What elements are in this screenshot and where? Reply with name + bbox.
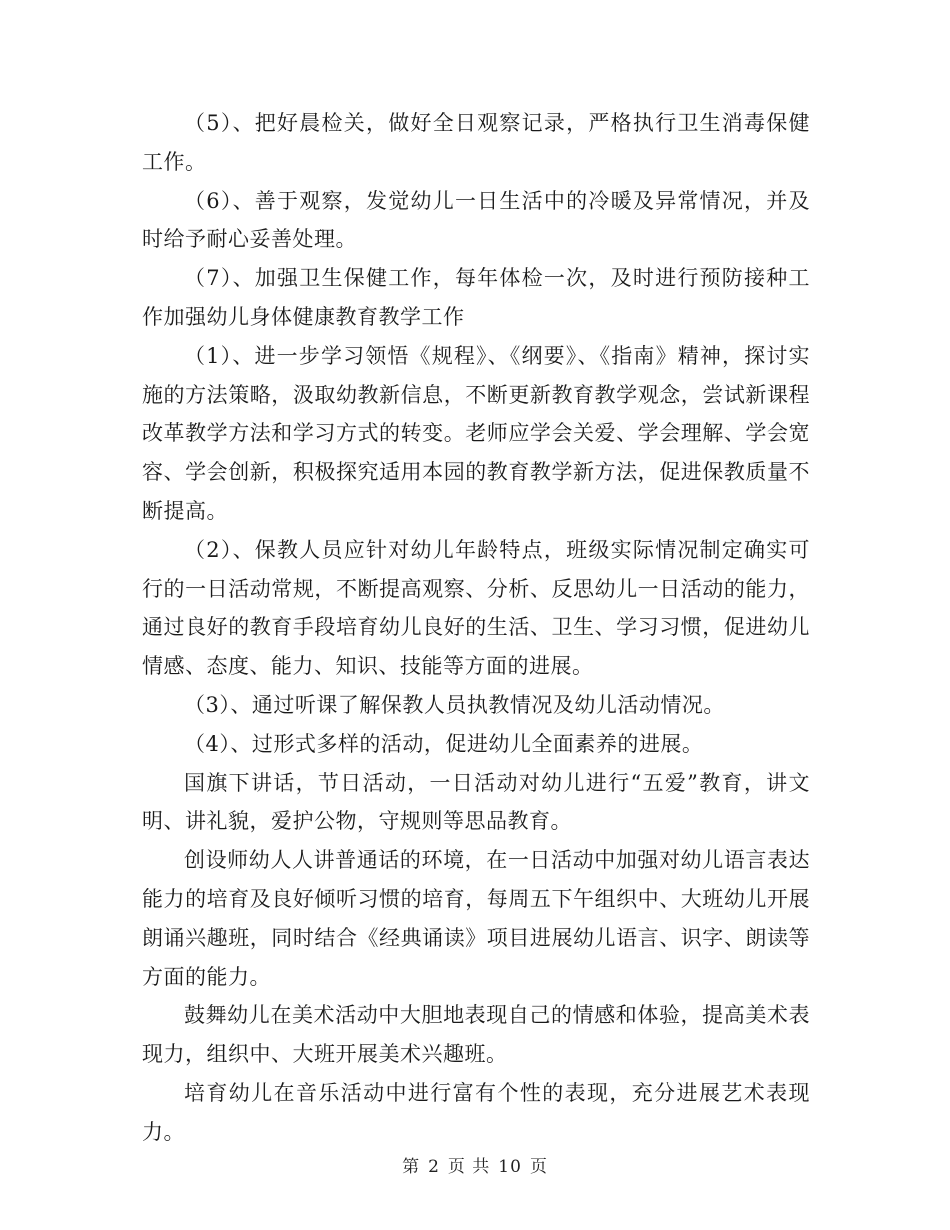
document-body — [142, 104, 810, 1152]
footer-middle: 页 共 — [447, 1157, 491, 1177]
page-number-footer — [0, 1152, 950, 1177]
footer-page-number: 2 — [428, 1157, 440, 1177]
footer-prefix: 第 — [402, 1157, 421, 1177]
paragraph-moral-education: 国旗下讲话，节日活动，一日活动对幼儿进行“五爱”教育，讲文明、讲礼貌，爱护公物，守规则等思品教育。 — [142, 770, 810, 834]
paragraph-teaching-3: （3）、通过听课了解保教人员执教情况及幼儿活动情况。 — [184, 692, 725, 717]
paragraph-art-education: 鼓舞幼儿在美术活动中大胆地表现自己的情感和体验，提高美术表现力，组织中、大班开展美术兴趣班。 — [142, 1003, 810, 1067]
paragraph-teaching-4: （4）、过形式多样的活动，促进幼儿全面素养的进展。 — [184, 731, 704, 756]
footer-suffix: 页 — [529, 1157, 548, 1177]
paragraph-music-education: 培育幼儿在音乐活动中进行富有个性的表现，充分进展艺术表现力。 — [142, 1080, 810, 1144]
paragraph-teaching-2: （2）、保教人员应针对幼儿年龄特点，班级实际情况制定确实可行的一日活动常规，不断提高观察、分析、反思幼儿一日活动的能力，通过良好的教育手段培育幼儿良好的生活、卫生、学习习惯，促进幼儿情感、态度、能力、知识、技能等方面的进展。 — [142, 537, 810, 679]
paragraph-item-5: （5）、把好晨检关，做好全日观察记录，严格执行卫生消毒保健工作。 — [142, 111, 810, 174]
paragraph-item-7: （7）、加强卫生保健工作，每年体检一次，及时进行预防接种工作加强幼儿身体健康教育教学工作 — [142, 266, 810, 329]
paragraph-language-education: 创设师幼人人讲普通话的环境，在一日活动中加强对幼儿语言表达能力的培育及良好倾听习惯的培育，每周五下午组织中、大班幼儿开展朗诵兴趣班，同时结合《经典诵读》项目进展幼儿语言、识字、朗读等方面的能力。 — [142, 848, 810, 989]
paragraph-item-6: （6）、善于观察，发觉幼儿一日生活中的冷暖及异常情况，并及时给予耐心妥善处理。 — [142, 188, 810, 252]
footer-total-pages: 10 — [498, 1157, 522, 1177]
paragraph-teaching-1: （1）、进一步学习领悟《规程》、《纲要》、《指南》精神，探讨实施的方法策略，汲取幼教新信息，不断更新教育教学观念，尝试新课程改革教学方法和学习方式的转变。老师应学会关爱、学会理解、学会宽容、学会创新，积极探究适用本园的教育教学新方法，促进保教质量不断提高。 — [142, 343, 810, 523]
